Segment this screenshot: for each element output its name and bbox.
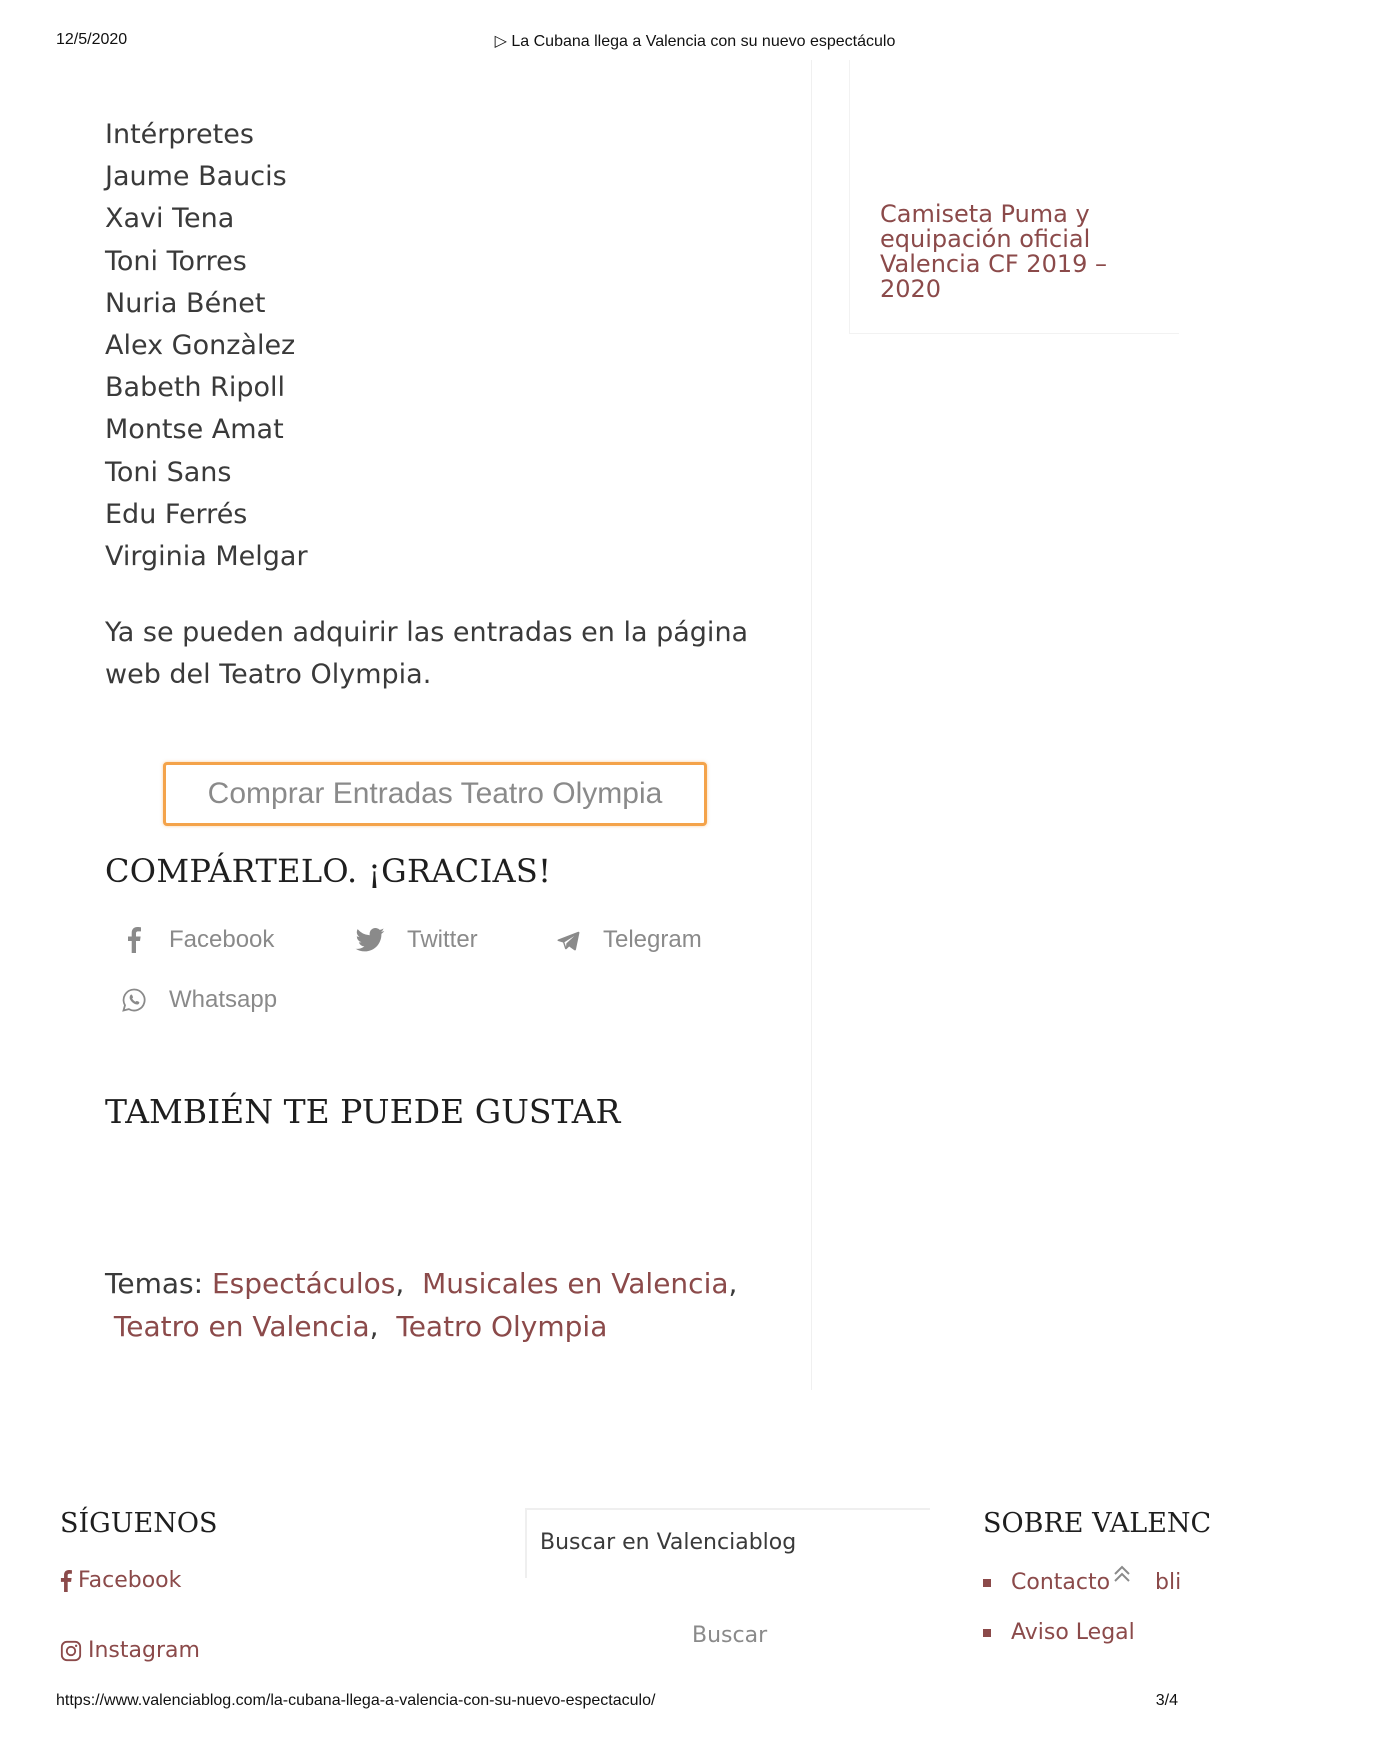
facebook-icon bbox=[60, 1570, 72, 1592]
tag-link[interactable]: Teatro Olympia bbox=[396, 1310, 608, 1343]
share-whatsapp-label: Whatsapp bbox=[169, 986, 278, 1013]
twitter-icon bbox=[355, 927, 385, 953]
facebook-icon bbox=[121, 927, 147, 953]
share-facebook-label: Facebook bbox=[169, 926, 275, 953]
about-link-label: Aviso Legal bbox=[1011, 1620, 1135, 1645]
performer-item: Nuria Bénet bbox=[105, 287, 266, 319]
instagram-icon bbox=[60, 1640, 82, 1662]
tag-link[interactable]: Espectáculos bbox=[211, 1267, 396, 1300]
footer-facebook-link[interactable] bbox=[60, 1568, 181, 1593]
column-divider bbox=[811, 60, 812, 1390]
search-button[interactable]: Buscar bbox=[692, 1623, 768, 1648]
about-link-partial[interactable]: bli bbox=[1155, 1570, 1182, 1595]
telegram-icon bbox=[555, 927, 581, 953]
buy-tickets-button[interactable]: Comprar Entradas Teatro Olympia bbox=[163, 762, 707, 826]
tag-link[interactable]: Musicales en Valencia bbox=[422, 1267, 729, 1300]
tags-label: Temas: bbox=[105, 1267, 204, 1300]
whatsapp-icon bbox=[121, 987, 147, 1013]
share-twitter-button[interactable] bbox=[355, 926, 478, 954]
follow-title: SÍGUENOS bbox=[60, 1508, 218, 1539]
footer-instagram-link[interactable] bbox=[60, 1638, 200, 1663]
about-link-legal[interactable] bbox=[983, 1620, 1135, 1645]
performers-list bbox=[105, 114, 308, 578]
performer-item: Xavi Tena bbox=[105, 203, 235, 235]
about-link-label: Contacto bbox=[1011, 1570, 1111, 1595]
performer-item: Jaume Baucis bbox=[105, 161, 287, 193]
performer-item: Edu Ferrés bbox=[105, 498, 248, 530]
footer-facebook-label: Facebook bbox=[78, 1568, 182, 1593]
print-url: https://www.valenciablog.com/la-cubana-llega-a-valencia-con-su-nuevo-espectaculo/ bbox=[56, 1692, 656, 1709]
double-chevron-up-icon bbox=[1110, 1571, 1134, 1590]
performer-item: Toni Sans bbox=[105, 456, 232, 488]
share-twitter-label: Twitter bbox=[407, 926, 478, 953]
bullet-icon bbox=[983, 1629, 991, 1637]
tickets-paragraph: Ya se pueden adquirir las entradas en la página web del Teatro Olympia. bbox=[105, 617, 749, 690]
share-telegram-button[interactable] bbox=[555, 926, 702, 954]
related-title: TAMBIÉN TE PUEDE GUSTAR bbox=[105, 1092, 621, 1131]
performer-item: Montse Amat bbox=[105, 414, 284, 446]
performer-item: Toni Torres bbox=[105, 245, 247, 277]
performer-item: Babeth Ripoll bbox=[105, 372, 286, 404]
sidebar-card-link[interactable]: Camiseta Puma y equipación oficial Valencia CF 2019 – 2020 bbox=[880, 200, 1108, 303]
performers-heading: Intérpretes bbox=[105, 119, 254, 150]
share-whatsapp-button[interactable] bbox=[121, 986, 277, 1014]
share-telegram-label: Telegram bbox=[603, 926, 702, 953]
performer-item: Alex Gonzàlez bbox=[105, 330, 296, 362]
print-title: ▷ La Cubana llega a Valencia con su nuevo espectáculo bbox=[494, 33, 896, 50]
share-facebook-button[interactable] bbox=[121, 926, 274, 954]
about-title: SOBRE VALENC bbox=[983, 1508, 1212, 1539]
share-title: COMPÁRTELO. ¡GRACIAS! bbox=[105, 852, 552, 890]
scroll-top-button[interactable] bbox=[1110, 1562, 1134, 1586]
print-date: 12/5/2020 bbox=[56, 31, 128, 48]
about-link-contact[interactable] bbox=[983, 1570, 1113, 1595]
footer-instagram-label: Instagram bbox=[88, 1638, 200, 1663]
bullet-icon bbox=[983, 1579, 991, 1587]
search-placeholder: Buscar en Valenciablog bbox=[540, 1530, 797, 1555]
performer-item: Virginia Melgar bbox=[105, 541, 308, 573]
tags-block: Temas: Espectáculos, Musicales en Valencia, Teatro en Valencia, Teatro Olympia bbox=[105, 1267, 738, 1343]
print-page-number: 3/4 bbox=[1155, 1692, 1178, 1709]
tag-link[interactable]: Teatro en Valencia bbox=[113, 1310, 370, 1343]
